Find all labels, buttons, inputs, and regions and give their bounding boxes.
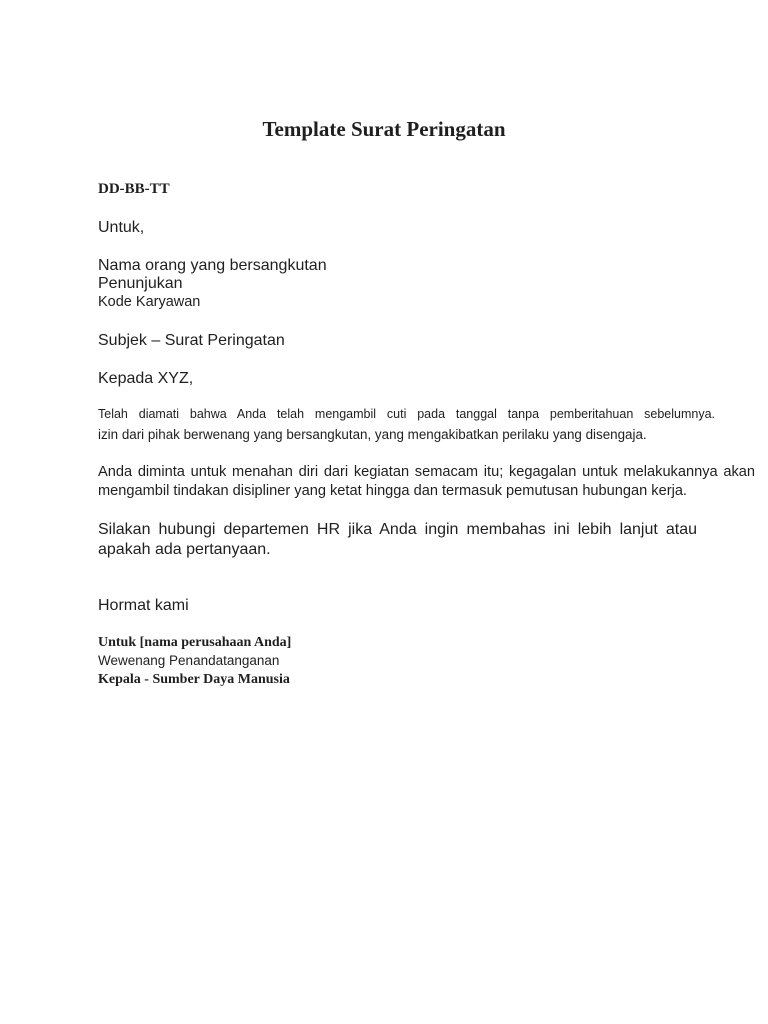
paragraph-2-line-2: mengambil tindakan disipliner yang ketat hingga dan termasuk pemutusan hubungan kerja. <box>98 483 687 499</box>
signature-company: Untuk [nama perusahaan Anda] <box>98 635 292 650</box>
recipient-name: Nama orang yang bersangkutan <box>98 257 327 274</box>
paragraph-3-line-2: apakah ada pertanyaan. <box>98 541 271 558</box>
signature-authority: Wewenang Penandatanganan <box>98 653 280 668</box>
paragraph-1-line-1: Telah diamati bahwa Anda telah mengambil cuti pada tanggal tanpa pemberitahuan sebelumnya. <box>98 407 715 421</box>
paragraph-3-line-1: Silakan hubungi departemen HR jika Anda ingin membahas ini lebih lanjut atau <box>98 521 697 538</box>
document-title: Template Surat Peringatan <box>262 117 506 141</box>
letter-salutation: Kepada XYZ, <box>98 370 194 387</box>
signature-position: Kepala - Sumber Daya Manusia <box>98 672 290 687</box>
recipient-designation: Penunjukan <box>98 275 183 292</box>
paragraph-1-line-2: izin dari pihak berwenang yang bersangkutan, yang mengakibatkan perilaku yang disengaja. <box>98 427 647 442</box>
letter-subject: Subjek – Surat Peringatan <box>98 332 285 349</box>
recipient-employee-code: Kode Karyawan <box>98 294 201 310</box>
letter-closing: Hormat kami <box>98 597 189 614</box>
date-placeholder: DD-BB-TT <box>98 181 170 197</box>
paragraph-2-line-1: Anda diminta untuk menahan diri dari kegiatan semacam itu; kegagalan untuk melakukannya akan <box>98 464 755 480</box>
recipient-intro: Untuk, <box>98 219 145 236</box>
